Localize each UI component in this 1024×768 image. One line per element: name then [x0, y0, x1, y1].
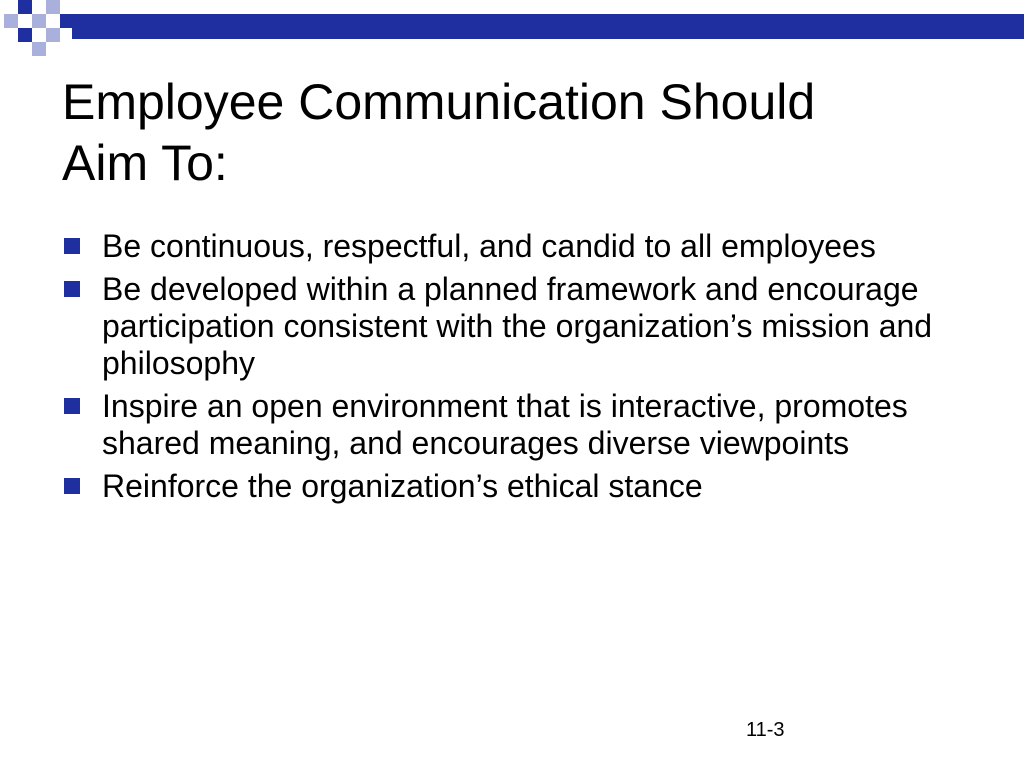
list-item [62, 468, 962, 505]
square-bullet-icon [64, 478, 80, 494]
deco-square [4, 14, 18, 28]
list-item [62, 271, 962, 382]
square-bullet-icon [64, 238, 80, 254]
top-decoration [0, 0, 1024, 40]
bullet-list [62, 228, 962, 511]
bullet-text: Inspire an open environment that is interactive, promotes shared meaning, and encourages diverse viewpoints [102, 388, 908, 461]
page-number: 11-3 [746, 719, 785, 741]
deco-square [18, 28, 32, 42]
bullet-text: Be continuous, respectful, and candid to all employees [102, 228, 876, 264]
square-bullet-icon [64, 398, 80, 414]
deco-square [60, 14, 74, 28]
square-bullet-icon [64, 281, 80, 297]
deco-square [46, 28, 60, 42]
list-item [62, 228, 962, 265]
decorative-squares [0, 0, 80, 62]
header-band [72, 14, 1024, 39]
deco-square [32, 14, 46, 28]
deco-square [18, 0, 32, 14]
list-item [62, 388, 962, 462]
bullet-text: Reinforce the organization’s ethical stance [102, 468, 703, 504]
slide-title: Employee Communication Should Aim To: [62, 74, 816, 191]
deco-square [46, 0, 60, 14]
bullet-text: Be developed within a planned framework and encourage participation consistent with the organization’s mission and philosophy [102, 271, 933, 381]
deco-square [32, 42, 46, 56]
